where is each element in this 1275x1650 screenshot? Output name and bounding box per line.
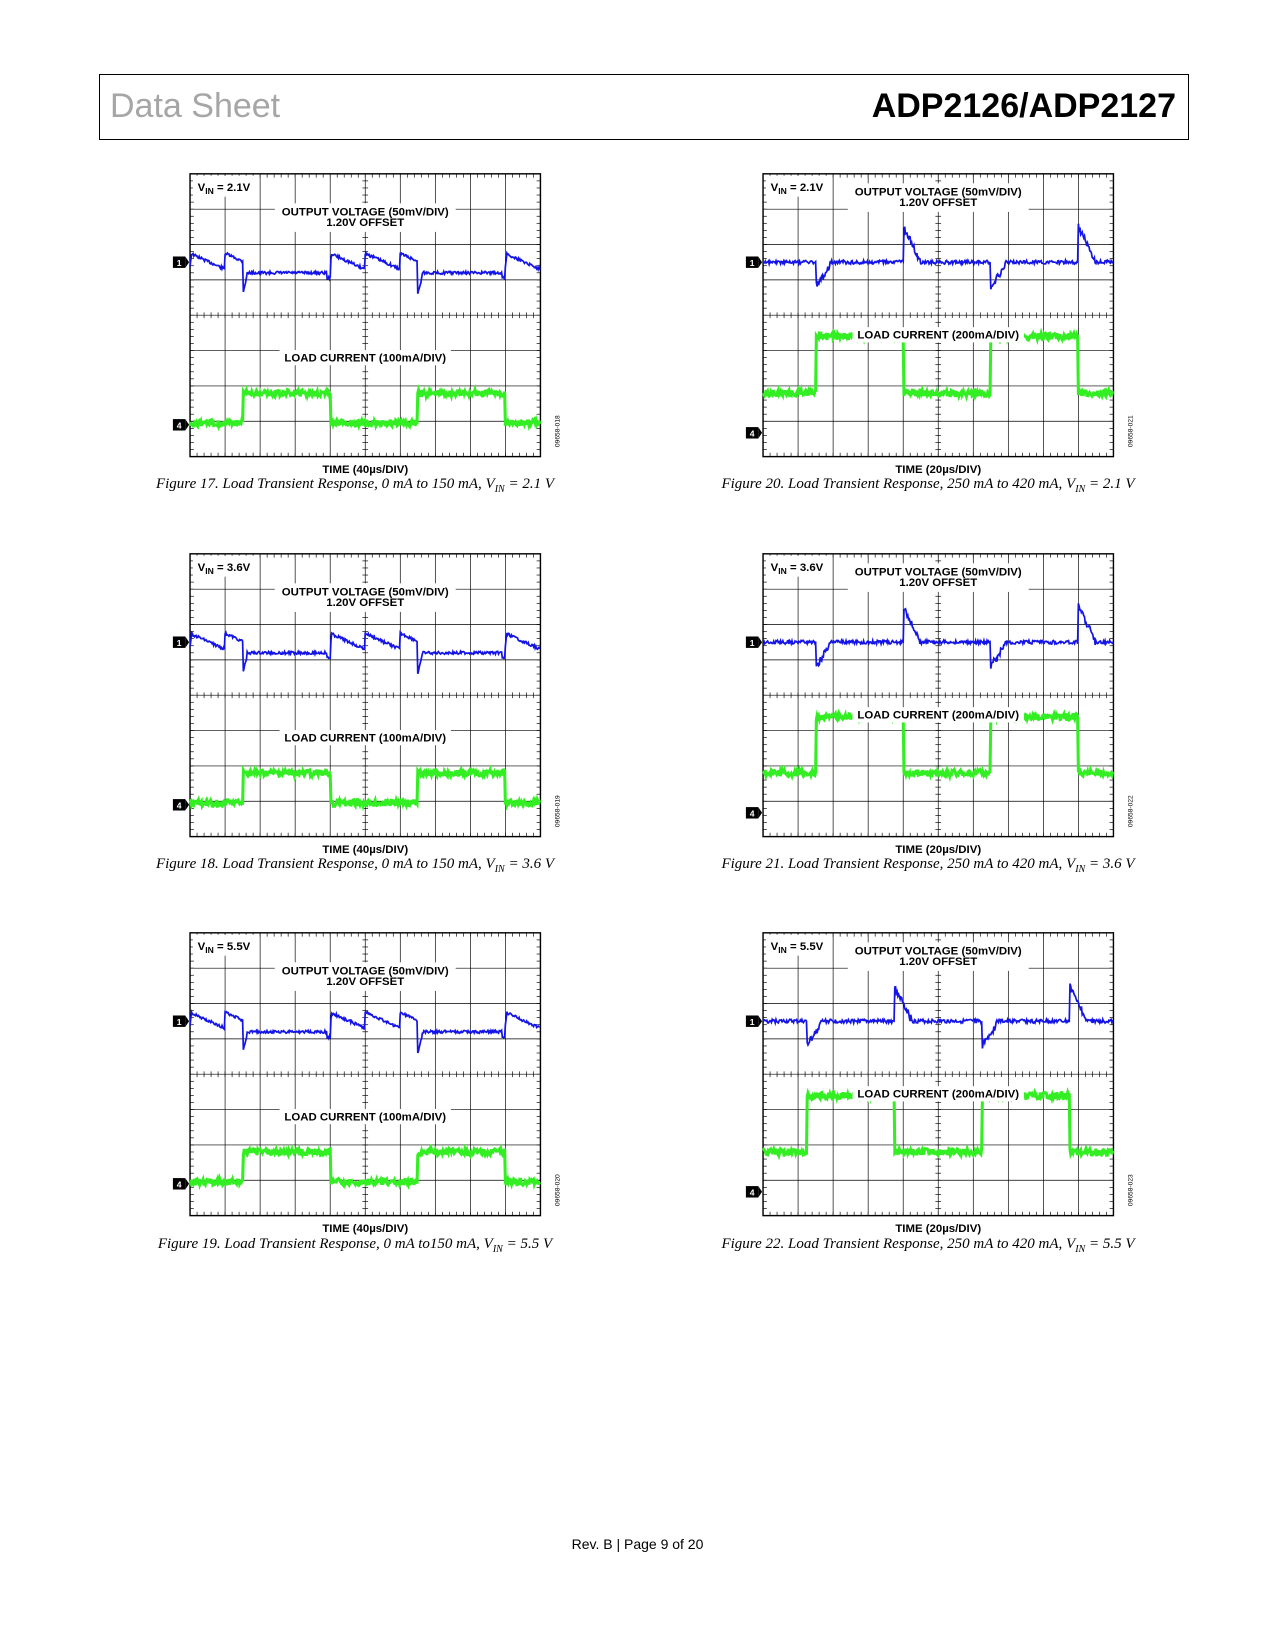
svg-text:1: 1	[176, 1017, 182, 1028]
svg-text:4: 4	[176, 800, 182, 811]
offset-label: 1.20V OFFSET	[899, 197, 978, 210]
iload-label: LOAD CURRENT (100mA/DIV)	[284, 352, 447, 365]
load-current-trace	[190, 770, 540, 807]
svg-text:4: 4	[176, 420, 182, 431]
part-number-title: ADP2126/ADP2127	[871, 87, 1176, 125]
channel-1-marker	[173, 256, 189, 268]
channel-4-marker	[173, 1178, 189, 1190]
figure-code: 09658-021	[1127, 415, 1135, 448]
caption-subscript: IN	[1075, 1244, 1086, 1255]
figure-caption	[698, 1236, 1158, 1255]
figure-code: 09658-023	[1127, 1174, 1135, 1207]
caption-subscript: IN	[1075, 484, 1086, 495]
svg-text:4: 4	[749, 1187, 755, 1198]
scope-plot-fig21	[744, 546, 1142, 873]
scope-figure-fig17	[171, 166, 569, 493]
figure-code: 09658-019	[554, 795, 562, 828]
vin-label: $V_{IN} = 3.6V$	[770, 561, 824, 576]
caption-value: = 2.1 V	[1085, 476, 1135, 492]
caption-subscript: IN	[492, 1244, 503, 1255]
vout-label: OUTPUT VOLTAGE (50mV/DIV)	[854, 566, 1022, 579]
vout-label: OUTPUT VOLTAGE (50mV/DIV)	[854, 186, 1022, 199]
scope-figure-fig18	[171, 546, 569, 873]
output-voltage-trace	[190, 1012, 540, 1053]
scope-figure-fig20	[744, 166, 1142, 493]
vin-label: $V_{IN} = 5.5V$	[770, 940, 824, 955]
page-header	[99, 74, 1189, 140]
caption-text: Figure 19. Load Transient Response, 0 mA to150 mA, V	[157, 1236, 493, 1252]
vin-label: $V_{IN} = 3.6V$	[197, 561, 251, 576]
iload-label: LOAD CURRENT (100mA/DIV)	[284, 732, 447, 745]
svg-text:4: 4	[749, 428, 755, 439]
iload-label: LOAD CURRENT (200mA/DIV)	[857, 709, 1020, 722]
output-voltage-trace	[763, 224, 1113, 290]
time-axis-label: TIME (40µs/DIV)	[322, 463, 409, 476]
caption-value: = 5.5 V	[502, 1236, 553, 1252]
caption-value: = 2.1 V	[504, 476, 555, 492]
scope-plot-fig22	[744, 925, 1142, 1252]
time-axis-label: TIME (20µs/DIV)	[895, 843, 982, 856]
load-current-trace	[190, 390, 540, 427]
channel-1-marker	[173, 636, 189, 648]
load-current-trace	[190, 1149, 540, 1186]
figure-caption	[125, 856, 585, 875]
iload-label: LOAD CURRENT (100mA/DIV)	[284, 1111, 447, 1124]
vin-label: $V_{IN} = 2.1V$	[197, 181, 251, 196]
caption-text: Figure 20. Load Transient Response, 250 mA to 420 mA, V	[721, 476, 1076, 492]
offset-label: 1.20V OFFSET	[326, 597, 405, 610]
channel-4-marker	[746, 1186, 762, 1198]
svg-text:1: 1	[176, 258, 182, 269]
svg-text:1: 1	[749, 1017, 755, 1028]
time-axis-label: TIME (40µs/DIV)	[322, 1222, 409, 1235]
channel-4-marker	[746, 807, 762, 819]
vout-label: OUTPUT VOLTAGE (50mV/DIV)	[281, 586, 449, 599]
offset-label: 1.20V OFFSET	[326, 976, 405, 989]
scope-figure-fig22	[744, 925, 1142, 1252]
channel-1-marker	[746, 636, 762, 648]
time-axis-label: TIME (40µs/DIV)	[322, 843, 409, 856]
scope-plot-fig17	[171, 166, 569, 493]
vin-label: $V_{IN} = 2.1V$	[770, 181, 824, 196]
figure-caption	[698, 856, 1158, 875]
caption-value: = 3.6 V	[504, 856, 555, 872]
figure-caption	[698, 476, 1158, 495]
channel-4-marker	[746, 427, 762, 439]
page-footer: Rev. B | Page 9 of 20	[571, 1536, 704, 1552]
caption-subscript: IN	[494, 484, 505, 495]
figure-code: 09658-020	[554, 1174, 562, 1207]
svg-text:4: 4	[749, 808, 755, 819]
scope-plot-fig18	[171, 546, 569, 873]
caption-text: Figure 22. Load Transient Response, 250 mA to 420 mA, V	[721, 1236, 1076, 1252]
caption-value: = 5.5 V	[1085, 1236, 1135, 1252]
caption-text: Figure 21. Load Transient Response, 250 mA to 420 mA, V	[721, 856, 1076, 872]
caption-subscript: IN	[1075, 864, 1086, 875]
svg-text:1: 1	[176, 638, 182, 649]
scope-figure-fig21	[744, 546, 1142, 873]
caption-text: Figure 18. Load Transient Response, 0 mA to 150 mA, V	[155, 856, 495, 872]
output-voltage-trace	[190, 253, 540, 294]
figure-caption	[125, 1236, 585, 1255]
figure-caption	[125, 476, 585, 495]
channel-1-marker	[173, 1015, 189, 1027]
svg-text:1: 1	[749, 638, 755, 649]
offset-label: 1.20V OFFSET	[899, 577, 978, 590]
channel-4-marker	[173, 799, 189, 811]
caption-text: Figure 17. Load Transient Response, 0 mA to 150 mA, V	[155, 476, 495, 492]
iload-label: LOAD CURRENT (200mA/DIV)	[857, 329, 1020, 342]
output-voltage-trace	[763, 603, 1113, 668]
channel-1-marker	[746, 256, 762, 268]
caption-value: = 3.6 V	[1085, 856, 1135, 872]
svg-text:1: 1	[749, 258, 755, 269]
figure-code: 09658-018	[554, 415, 562, 448]
svg-text:4: 4	[176, 1179, 182, 1190]
vout-label: OUTPUT VOLTAGE (50mV/DIV)	[281, 206, 449, 219]
scope-plot-fig19	[171, 925, 569, 1252]
vout-label: OUTPUT VOLTAGE (50mV/DIV)	[281, 965, 449, 978]
time-axis-label: TIME (20µs/DIV)	[895, 1222, 982, 1235]
figure-code: 09658-022	[1127, 795, 1135, 828]
time-axis-label: TIME (20µs/DIV)	[895, 463, 982, 476]
scope-plot-fig20	[744, 166, 1142, 493]
channel-1-marker	[746, 1015, 762, 1027]
vin-label: $V_{IN} = 5.5V$	[197, 940, 251, 955]
offset-label: 1.20V OFFSET	[326, 217, 405, 230]
offset-label: 1.20V OFFSET	[899, 956, 978, 969]
doc-type-label: Data Sheet	[110, 87, 281, 125]
scope-figure-fig19	[171, 925, 569, 1252]
vout-label: OUTPUT VOLTAGE (50mV/DIV)	[854, 945, 1022, 958]
channel-4-marker	[173, 419, 189, 431]
caption-subscript: IN	[494, 864, 505, 875]
iload-label: LOAD CURRENT (200mA/DIV)	[857, 1088, 1020, 1101]
